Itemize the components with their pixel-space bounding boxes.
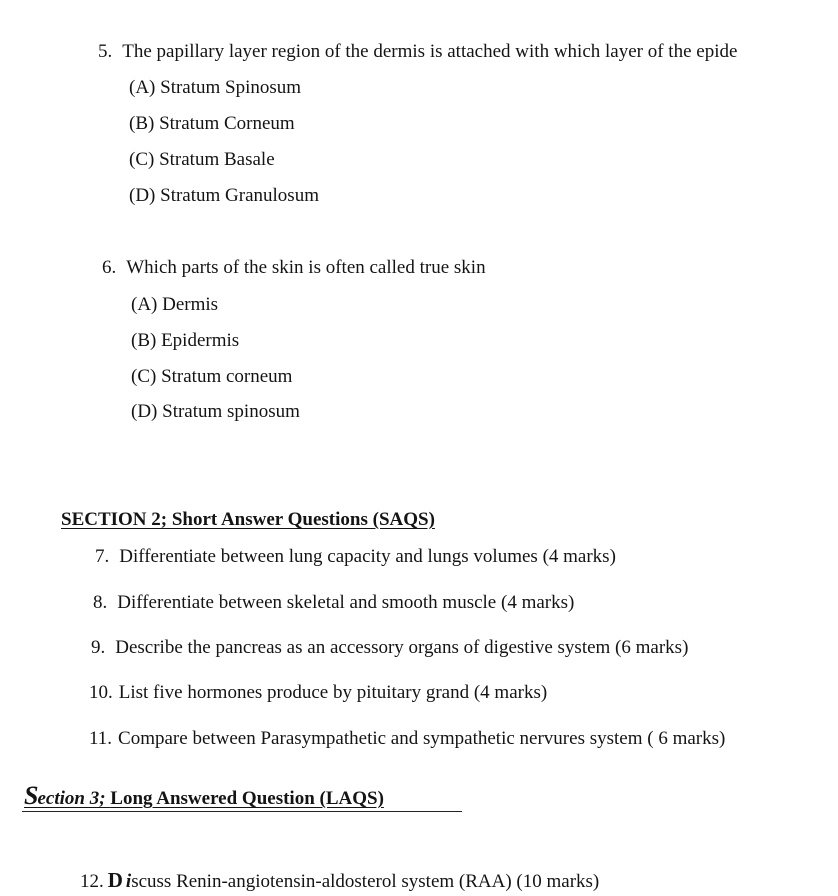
question-10: [89, 681, 547, 705]
section-3-heading-title: Long Answered Question (LAQS): [110, 788, 384, 809]
question-number: 12.: [80, 871, 104, 892]
question-9: [91, 636, 688, 660]
question-5: [98, 40, 737, 64]
question-text: The papillary layer region of the dermis is attached with which layer of the epide: [122, 41, 738, 62]
question-text-second-letter: i: [125, 871, 132, 892]
question-text-initial: D: [107, 868, 126, 892]
section-2-heading: SECTION 2; Short Answer Questions (SAQS): [61, 509, 435, 530]
question-text: Compare between Parasympathetic and sympathetic nervures system ( 6 marks): [118, 728, 726, 749]
question-text: Describe the pancreas as an accessory organs of digestive system (6 marks): [115, 637, 689, 658]
question-12: [80, 868, 599, 894]
question-text: scuss Renin-angiotensin-aldosterol system (RAA) (10 marks): [131, 871, 600, 892]
question-11: [89, 727, 725, 751]
question-8: [93, 591, 574, 615]
q5-option-d: (D) Stratum Granulosum: [129, 185, 319, 206]
question-number: 9.: [91, 637, 106, 658]
question-6: [102, 256, 486, 280]
section-3-heading-initial: S: [24, 781, 38, 810]
question-text: Differentiate between lung capacity and lungs volumes (4 marks): [119, 546, 616, 567]
section-3-rule: [22, 811, 462, 812]
q5-option-b: (B) Stratum Corneum: [129, 113, 295, 134]
question-text: Differentiate between skeletal and smooth muscle (4 marks): [117, 592, 575, 613]
question-number: 7.: [95, 546, 110, 567]
q6-option-c: (C) Stratum corneum: [131, 366, 293, 387]
question-text: List five hormones produce by pituitary grand (4 marks): [118, 682, 548, 703]
section-3-heading: [24, 781, 384, 811]
q5-option-a: (A) Stratum Spinosum: [129, 77, 302, 98]
question-number: 6.: [102, 257, 117, 278]
question-number: 11.: [89, 728, 113, 749]
q6-option-d: (D) Stratum spinosum: [131, 401, 300, 422]
question-number: 10.: [89, 682, 113, 703]
question-number: 5.: [98, 41, 113, 62]
q6-option-a: (A) Dermis: [131, 294, 219, 315]
q5-option-c: (C) Stratum Basale: [129, 149, 275, 170]
question-number: 8.: [93, 592, 108, 613]
q6-option-b: (B) Epidermis: [131, 330, 240, 351]
section-3-heading-label: ection 3;: [37, 788, 111, 809]
question-text: Which parts of the skin is often called true skin: [126, 257, 486, 278]
question-7: [95, 545, 616, 569]
